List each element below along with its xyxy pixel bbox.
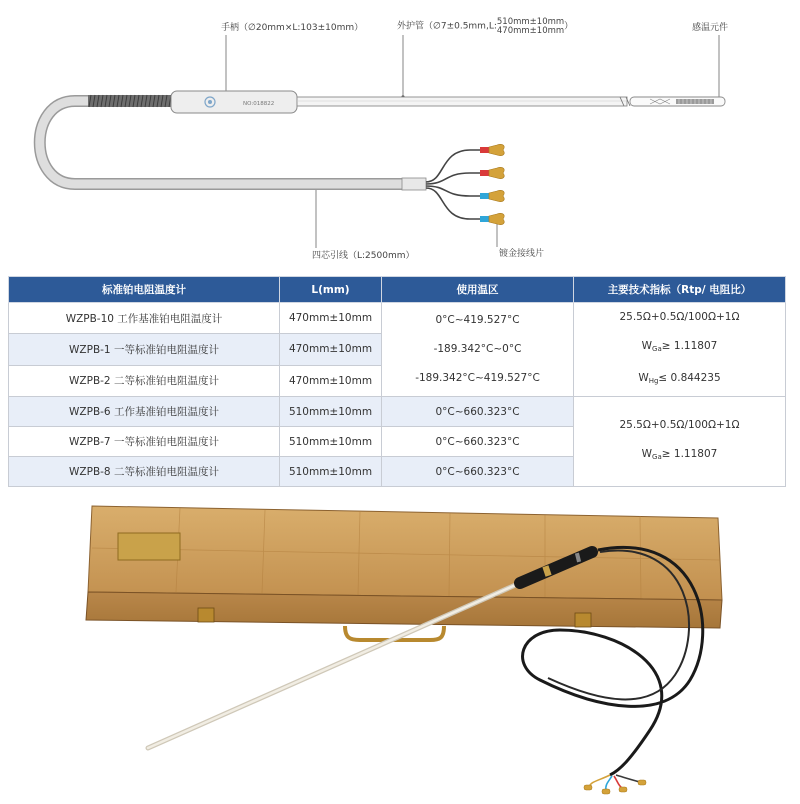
length-cell: 470mm±10mm	[280, 334, 382, 365]
wire-callout: 四芯引线（L:2500mm）	[312, 251, 415, 261]
range-cell: 0°C~660.323°C	[382, 457, 574, 487]
tube-callout-suffix: ）	[564, 21, 574, 32]
wire-4	[426, 188, 484, 219]
model-cell: WZPB-8 二等标准铂电阻温度计	[9, 457, 280, 487]
rtp-spec: 25.5Ω+0.5Ω/100Ω+1Ω	[619, 419, 740, 431]
header-model: 标准铂电阻温度计	[9, 277, 280, 303]
wga-spec: $W_{Ga}\ge 1.11807$	[641, 340, 718, 353]
length-cell: 470mm±10mm	[280, 365, 382, 396]
tube-callout	[397, 18, 573, 36]
tube-length-470: 470mm±10mm	[496, 26, 565, 36]
blue-sleeve-1	[480, 193, 489, 199]
product-photo	[0, 480, 800, 800]
wire-1	[426, 150, 484, 182]
red-sleeve-1	[480, 147, 489, 153]
tube-callout-prefix: 外护管（∅7±0.5mm,L:	[397, 21, 497, 32]
wga-spec: $W_{Ga}\ge 1.11807$	[641, 448, 718, 461]
latch-left	[198, 608, 214, 622]
length-cell: 510mm±10mm	[280, 397, 382, 427]
range-cell: 0°C~660.323°C	[382, 397, 574, 427]
spec-group-2	[574, 397, 786, 487]
length-cell: 510mm±10mm	[280, 457, 382, 487]
model-cell: WZPB-1 一等标准铂电阻温度计	[9, 334, 280, 365]
case-lid	[88, 506, 722, 600]
rtp-spec: 25.5Ω+0.5Ω/100Ω+1Ω	[619, 311, 740, 323]
red-sleeve-2	[480, 170, 489, 176]
whg-spec: $W_{Hg}\le 0.844235$	[638, 372, 721, 385]
range-cell: -189.342°C~419.527°C	[415, 372, 540, 384]
thermometer-drawing	[0, 0, 800, 275]
outer-tube	[297, 97, 627, 106]
table-header-row	[9, 277, 786, 303]
blue-sleeve-2	[480, 216, 489, 222]
length-cell: 470mm±10mm	[280, 303, 382, 334]
range-cell: -189.342°C~0°C	[433, 343, 522, 355]
gold-lug-3	[489, 190, 504, 201]
brass-nameplate	[118, 533, 180, 560]
handle-body	[171, 91, 297, 113]
table-row	[9, 303, 786, 334]
table-row	[9, 397, 786, 427]
model-cell: WZPB-10 工作基准铂电阻温度计	[9, 303, 280, 334]
gold-lug-2	[489, 167, 504, 178]
lug-callout: 镀金接线片	[499, 249, 545, 259]
thermometer-diagram	[0, 0, 800, 275]
gold-lug-4	[489, 213, 504, 224]
serial-number: NO:018822	[243, 101, 275, 107]
splitter-sleeve	[402, 178, 426, 190]
range-cell: 0°C~419.527°C	[435, 314, 520, 326]
tube-length-510: 510mm±10mm	[496, 17, 565, 27]
tube-length-stack	[497, 18, 564, 36]
spec-group-1	[574, 303, 786, 397]
product-photo-drawing	[0, 480, 800, 800]
spec-table	[8, 276, 786, 487]
header-length: L(mm)	[280, 277, 382, 303]
model-cell: WZPB-6 工作基准铂电阻温度计	[9, 397, 280, 427]
gold-lug-1	[489, 144, 504, 155]
length-cell: 510mm±10mm	[280, 427, 382, 457]
range-group-1	[382, 303, 574, 397]
range-cell: 0°C~660.323°C	[382, 427, 574, 457]
header-range: 使用温区	[382, 277, 574, 303]
handle-callout: 手柄（∅20mm×L:103±10mm）	[221, 23, 364, 33]
header-spec: 主要技术指标（Rtp/ 电阻比）	[574, 277, 786, 303]
model-cell: WZPB-2 二等标准铂电阻温度计	[9, 365, 280, 396]
element-callout: 感温元件	[692, 23, 729, 33]
model-cell: WZPB-7 一等标准铂电阻温度计	[9, 427, 280, 457]
latch-right	[575, 613, 591, 627]
